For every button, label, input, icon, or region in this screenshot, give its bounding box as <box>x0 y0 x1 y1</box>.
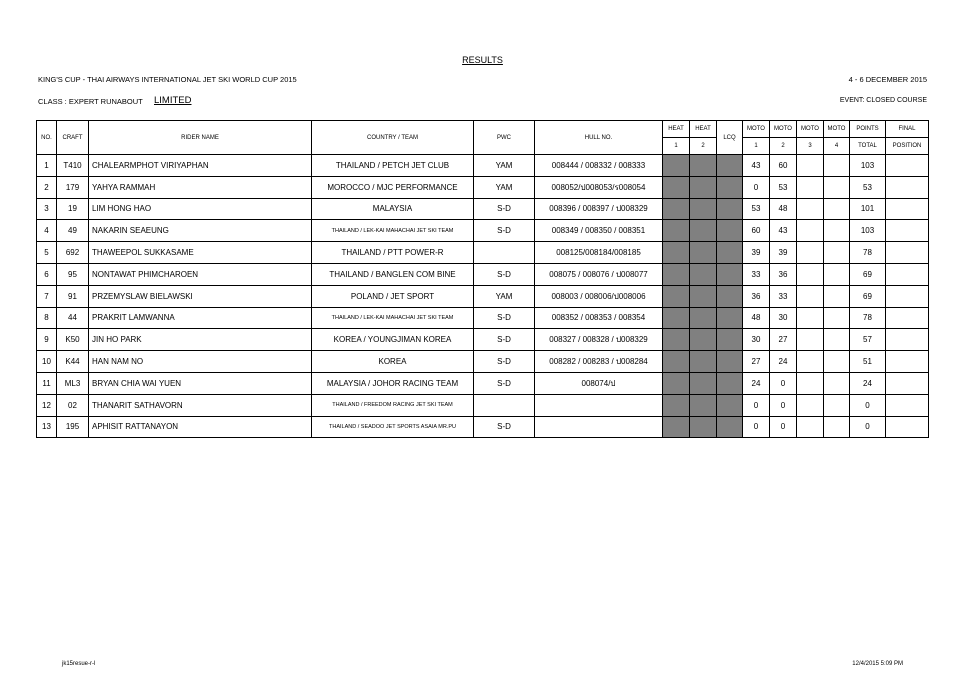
moto4-cell <box>824 198 850 220</box>
country-cell: THAILAND / BANGLEN COM BINE <box>312 263 474 285</box>
rider-cell: PRAKRIT LAMWANNA <box>89 307 312 329</box>
lcq-cell <box>717 307 743 329</box>
class-name: LIMITED <box>154 95 192 106</box>
moto2-cell: 24 <box>770 351 797 373</box>
moto3-cell <box>797 263 824 285</box>
pwc-cell: YAM <box>474 176 535 198</box>
pwc-cell <box>474 394 535 416</box>
pwc-cell: S-D <box>474 416 535 438</box>
country-cell: THAILAND / PTT POWER-R <box>312 242 474 264</box>
heat-1-cell <box>663 416 690 438</box>
moto3-cell <box>797 372 824 394</box>
col-points-sub: TOTAL <box>850 138 886 155</box>
moto2-cell: 0 <box>770 372 797 394</box>
col-moto4: MOTO <box>824 121 850 138</box>
event-name: KING'S CUP - THAI AIRWAYS INTERNATIONAL JET SKI WORLD CUP 2015 <box>38 75 297 84</box>
heat-2-cell <box>690 372 717 394</box>
table-row <box>37 155 929 177</box>
points-cell: 0 <box>850 394 886 416</box>
heat-1-cell <box>663 155 690 177</box>
moto2-cell: 33 <box>770 285 797 307</box>
no-cell: 8 <box>37 307 57 329</box>
moto1-cell: 39 <box>743 242 770 264</box>
heat-1-cell <box>663 242 690 264</box>
moto3-cell <box>797 198 824 220</box>
hull-cell: 008444 / 008332 / 008333 <box>535 155 663 177</box>
moto2-cell: 30 <box>770 307 797 329</box>
col-moto4-sub: 4 <box>824 138 850 155</box>
pwc-cell: S-D <box>474 329 535 351</box>
hull-cell <box>535 416 663 438</box>
country-cell: KOREA / YOUNGJIMAN KOREA <box>312 329 474 351</box>
table-row <box>37 285 929 307</box>
country-cell: KOREA <box>312 351 474 373</box>
moto3-cell <box>797 351 824 373</box>
craft-cell: 195 <box>57 416 89 438</box>
moto4-cell <box>824 307 850 329</box>
moto2-cell: 0 <box>770 416 797 438</box>
col-rider: RIDER NAME <box>89 121 312 155</box>
moto1-cell: 36 <box>743 285 770 307</box>
no-cell: 10 <box>37 351 57 373</box>
moto1-cell: 53 <box>743 198 770 220</box>
lcq-cell <box>717 329 743 351</box>
footer-file-name: jk15resue-r-l <box>62 661 96 667</box>
moto3-cell <box>797 155 824 177</box>
country-cell: THAILAND / PETCH JET CLUB <box>312 155 474 177</box>
final-cell <box>886 176 929 198</box>
lcq-cell <box>717 242 743 264</box>
moto1-cell: 0 <box>743 176 770 198</box>
moto1-cell: 43 <box>743 155 770 177</box>
moto2-cell: 43 <box>770 220 797 242</box>
col-pwc: PWC <box>474 121 535 155</box>
hull-cell: 008327 / 008328 / ป008329 <box>535 329 663 351</box>
points-cell: 101 <box>850 198 886 220</box>
points-cell: 0 <box>850 416 886 438</box>
craft-cell: 19 <box>57 198 89 220</box>
moto2-cell: 60 <box>770 155 797 177</box>
hull-cell: 008349 / 008350 / 008351 <box>535 220 663 242</box>
moto4-cell <box>824 155 850 177</box>
table-row <box>37 242 929 264</box>
country-cell: THAILAND / LEK-KAI MAHACHAI JET SKI TEAM <box>312 307 474 329</box>
points-cell: 57 <box>850 329 886 351</box>
final-cell <box>886 285 929 307</box>
points-cell: 24 <box>850 372 886 394</box>
final-cell <box>886 416 929 438</box>
rider-cell: BRYAN CHIA WAI YUEN <box>89 372 312 394</box>
final-cell <box>886 372 929 394</box>
lcq-cell <box>717 198 743 220</box>
hull-cell: 008052/ป008053/ร008054 <box>535 176 663 198</box>
craft-cell: K44 <box>57 351 89 373</box>
heat-2-cell <box>690 351 717 373</box>
rider-cell: CHALEARMPHOT VIRIYAPHAN <box>89 155 312 177</box>
moto3-cell <box>797 394 824 416</box>
moto3-cell <box>797 307 824 329</box>
results-body <box>37 155 929 438</box>
craft-cell: 95 <box>57 263 89 285</box>
heat-2-cell <box>690 394 717 416</box>
heat-1-cell <box>663 198 690 220</box>
final-cell <box>886 351 929 373</box>
moto4-cell <box>824 263 850 285</box>
moto2-cell: 0 <box>770 394 797 416</box>
hull-cell: 008075 / 008076 / ป008077 <box>535 263 663 285</box>
points-cell: 78 <box>850 307 886 329</box>
moto1-cell: 0 <box>743 394 770 416</box>
points-cell: 103 <box>850 220 886 242</box>
craft-cell: K50 <box>57 329 89 351</box>
heat-2-cell <box>690 220 717 242</box>
rider-cell: LIM HONG HAO <box>89 198 312 220</box>
moto4-cell <box>824 242 850 264</box>
moto1-cell: 60 <box>743 220 770 242</box>
page-title: RESULTS <box>462 55 503 65</box>
hull-cell: 008074/ป <box>535 372 663 394</box>
heat-1-cell <box>663 329 690 351</box>
final-cell <box>886 220 929 242</box>
col-heat2: HEAT <box>690 121 717 138</box>
points-cell: 103 <box>850 155 886 177</box>
rider-cell: THANARIT SATHAVORN <box>89 394 312 416</box>
moto4-cell <box>824 176 850 198</box>
final-cell <box>886 329 929 351</box>
moto4-cell <box>824 372 850 394</box>
col-craft: CRAFT <box>57 121 89 155</box>
lcq-cell <box>717 155 743 177</box>
lcq-cell <box>717 220 743 242</box>
moto4-cell <box>824 416 850 438</box>
pwc-cell: S-D <box>474 351 535 373</box>
lcq-cell <box>717 416 743 438</box>
table-row <box>37 263 929 285</box>
moto2-cell: 36 <box>770 263 797 285</box>
rider-cell: HAN NAM NO <box>89 351 312 373</box>
lcq-cell <box>717 351 743 373</box>
points-cell: 78 <box>850 242 886 264</box>
event-type: EVENT: CLOSED COURSE <box>839 97 927 104</box>
heat-2-cell <box>690 416 717 438</box>
lcq-cell <box>717 394 743 416</box>
moto1-cell: 0 <box>743 416 770 438</box>
class-prefix: CLASS : EXPERT RUNABOUT <box>38 97 143 106</box>
country-cell: THAILAND / LEK-KAI MAHACHAI JET SKI TEAM <box>312 220 474 242</box>
col-heat2-sub: 2 <box>690 138 717 155</box>
country-cell: THAILAND / FREEDOM RACING JET SKI TEAM <box>312 394 474 416</box>
col-moto3: MOTO <box>797 121 824 138</box>
moto3-cell <box>797 176 824 198</box>
pwc-cell: YAM <box>474 285 535 307</box>
pwc-cell: S-D <box>474 372 535 394</box>
craft-cell: 179 <box>57 176 89 198</box>
rider-cell: JIN HO PARK <box>89 329 312 351</box>
moto1-cell: 24 <box>743 372 770 394</box>
moto4-cell <box>824 285 850 307</box>
col-moto2: MOTO <box>770 121 797 138</box>
heat-2-cell <box>690 329 717 351</box>
moto3-cell <box>797 220 824 242</box>
col-heat1: HEAT <box>663 121 690 138</box>
no-cell: 11 <box>37 372 57 394</box>
lcq-cell <box>717 372 743 394</box>
heat-1-cell <box>663 307 690 329</box>
table-row <box>37 198 929 220</box>
pwc-cell: S-D <box>474 307 535 329</box>
country-cell: POLAND / JET SPORT <box>312 285 474 307</box>
heat-2-cell <box>690 198 717 220</box>
heat-1-cell <box>663 176 690 198</box>
heat-1-cell <box>663 220 690 242</box>
points-cell: 69 <box>850 263 886 285</box>
heat-1-cell <box>663 394 690 416</box>
pwc-cell: S-D <box>474 220 535 242</box>
no-cell: 4 <box>37 220 57 242</box>
col-lcq: LCQ <box>717 121 743 155</box>
table-row <box>37 220 929 242</box>
no-cell: 2 <box>37 176 57 198</box>
col-moto1: MOTO <box>743 121 770 138</box>
moto1-cell: 48 <box>743 307 770 329</box>
col-final-sub: POSITION <box>886 138 929 155</box>
heat-2-cell <box>690 285 717 307</box>
moto3-cell <box>797 416 824 438</box>
country-cell: MOROCCO / MJC PERFORMANCE <box>312 176 474 198</box>
no-cell: 7 <box>37 285 57 307</box>
no-cell: 1 <box>37 155 57 177</box>
moto4-cell <box>824 220 850 242</box>
no-cell: 13 <box>37 416 57 438</box>
craft-cell: 02 <box>57 394 89 416</box>
table-row <box>37 307 929 329</box>
rider-cell: APHISIT RATTANAYON <box>89 416 312 438</box>
no-cell: 3 <box>37 198 57 220</box>
hull-cell: 008125/008184/008185 <box>535 242 663 264</box>
craft-cell: 49 <box>57 220 89 242</box>
country-cell: MALAYSIA <box>312 198 474 220</box>
table-row <box>37 329 929 351</box>
final-cell <box>886 394 929 416</box>
col-points: POINTS <box>850 121 886 138</box>
col-heat1-sub: 1 <box>663 138 690 155</box>
pwc-cell <box>474 242 535 264</box>
moto4-cell <box>824 351 850 373</box>
final-cell <box>886 198 929 220</box>
table-row <box>37 372 929 394</box>
lcq-cell <box>717 285 743 307</box>
rider-cell: NONTAWAT PHIMCHAROEN <box>89 263 312 285</box>
heat-2-cell <box>690 307 717 329</box>
country-cell: MALAYSIA / JOHOR RACING TEAM <box>312 372 474 394</box>
moto4-cell <box>824 394 850 416</box>
moto2-cell: 27 <box>770 329 797 351</box>
hull-cell: 008352 / 008353 / 008354 <box>535 307 663 329</box>
moto3-cell <box>797 285 824 307</box>
event-dates: 4 - 6 DECEMBER 2015 <box>848 75 927 84</box>
no-cell: 9 <box>37 329 57 351</box>
no-cell: 5 <box>37 242 57 264</box>
rider-cell: NAKARIN SEAEUNG <box>89 220 312 242</box>
rider-cell: YAHYA RAMMAH <box>89 176 312 198</box>
rider-cell: PRZEMYSLAW BIELAWSKI <box>89 285 312 307</box>
points-cell: 53 <box>850 176 886 198</box>
craft-cell: 91 <box>57 285 89 307</box>
hull-cell: 008282 / 008283 / ป008284 <box>535 351 663 373</box>
heat-2-cell <box>690 242 717 264</box>
heat-2-cell <box>690 263 717 285</box>
heat-1-cell <box>663 285 690 307</box>
final-cell <box>886 155 929 177</box>
moto1-cell: 33 <box>743 263 770 285</box>
pwc-cell: S-D <box>474 263 535 285</box>
lcq-cell <box>717 176 743 198</box>
final-cell <box>886 263 929 285</box>
craft-cell: 692 <box>57 242 89 264</box>
footer-printed-at: 12/4/2015 5:09 PM <box>852 661 903 667</box>
no-cell: 12 <box>37 394 57 416</box>
no-cell: 6 <box>37 263 57 285</box>
moto3-cell <box>797 242 824 264</box>
col-moto2-sub: 2 <box>770 138 797 155</box>
table-row <box>37 176 929 198</box>
moto2-cell: 48 <box>770 198 797 220</box>
heat-2-cell <box>690 155 717 177</box>
moto1-cell: 30 <box>743 329 770 351</box>
moto4-cell <box>824 329 850 351</box>
moto2-cell: 39 <box>770 242 797 264</box>
header-row <box>37 121 929 138</box>
points-cell: 51 <box>850 351 886 373</box>
heat-2-cell <box>690 176 717 198</box>
table-row <box>37 351 929 373</box>
final-cell <box>886 242 929 264</box>
moto2-cell: 53 <box>770 176 797 198</box>
hull-cell: 008003 / 008006/ป008006 <box>535 285 663 307</box>
col-hull: HULL NO. <box>535 121 663 155</box>
final-cell <box>886 307 929 329</box>
col-no: NO. <box>37 121 57 155</box>
results-table <box>36 120 929 438</box>
heat-1-cell <box>663 351 690 373</box>
craft-cell: T410 <box>57 155 89 177</box>
lcq-cell <box>717 263 743 285</box>
heat-1-cell <box>663 372 690 394</box>
moto1-cell: 27 <box>743 351 770 373</box>
craft-cell: 44 <box>57 307 89 329</box>
hull-cell: 008396 / 008397 / ป008329 <box>535 198 663 220</box>
craft-cell: ML3 <box>57 372 89 394</box>
col-moto3-sub: 3 <box>797 138 824 155</box>
col-moto1-sub: 1 <box>743 138 770 155</box>
pwc-cell: S-D <box>474 198 535 220</box>
hull-cell <box>535 394 663 416</box>
table-row <box>37 416 929 438</box>
table-row <box>37 394 929 416</box>
col-final: FINAL <box>886 121 929 138</box>
pwc-cell: YAM <box>474 155 535 177</box>
moto3-cell <box>797 329 824 351</box>
rider-cell: THAWEEPOL SUKKASAME <box>89 242 312 264</box>
heat-1-cell <box>663 263 690 285</box>
col-country: COUNTRY / TEAM <box>312 121 474 155</box>
country-cell: THAILAND / SEADOO JET SPORTS ASAIA MR.PU <box>312 416 474 438</box>
points-cell: 69 <box>850 285 886 307</box>
